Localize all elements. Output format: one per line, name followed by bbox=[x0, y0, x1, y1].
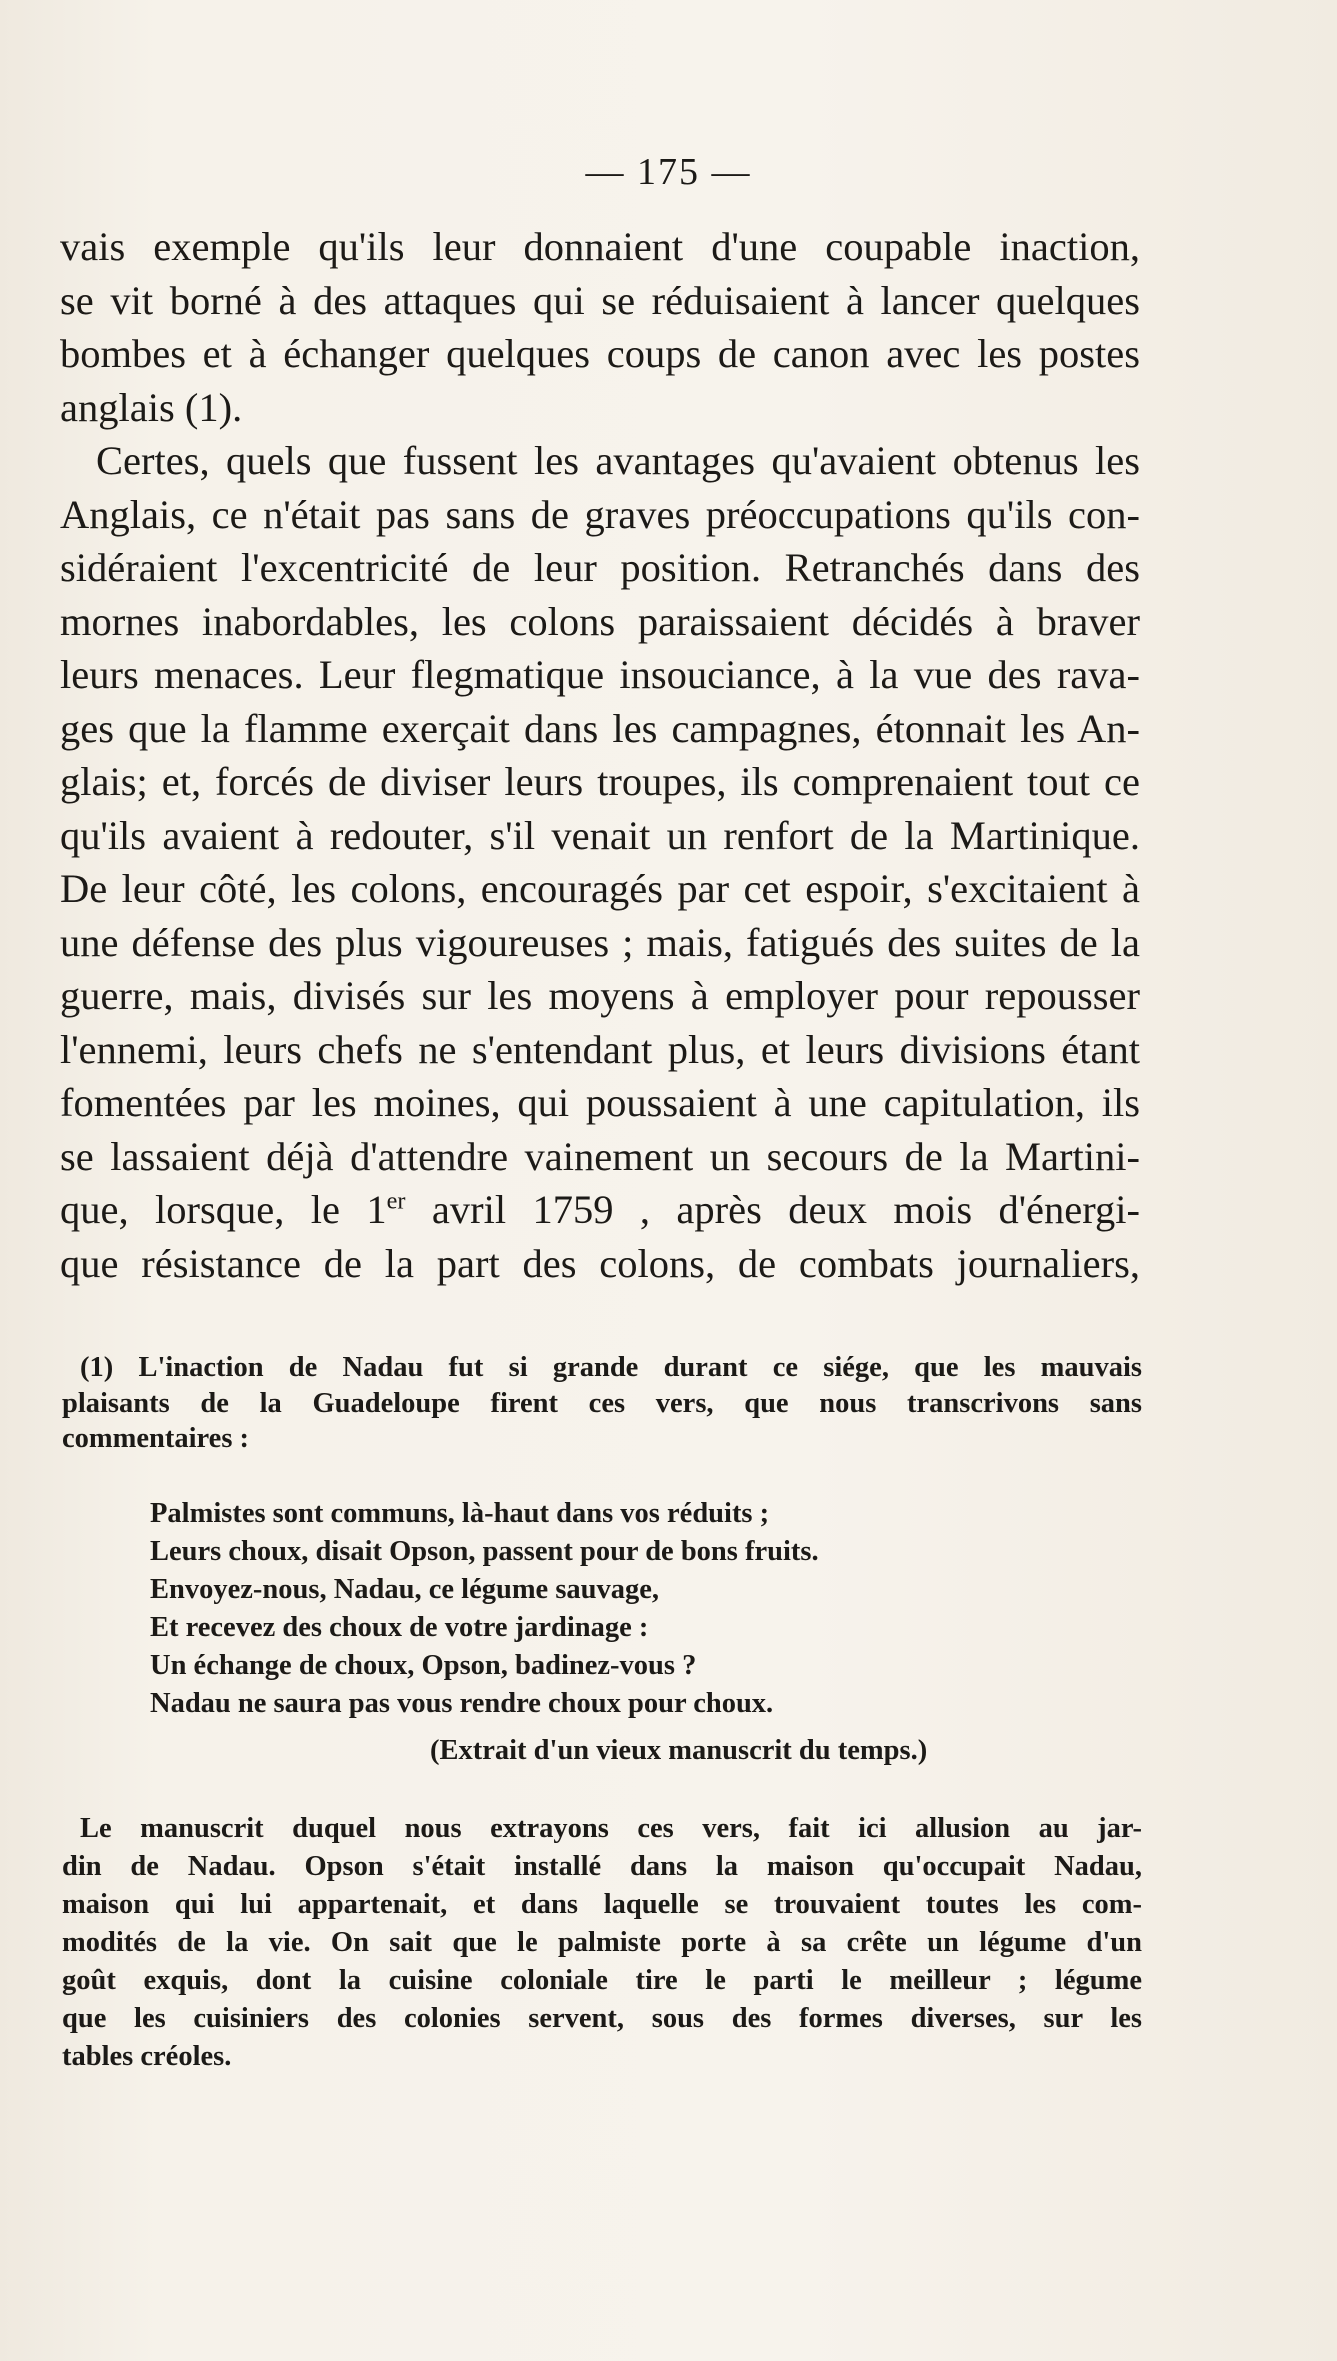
note-line: que les cuisiniers des colonies servent, sous des formes diverses, sur les bbox=[62, 2003, 1142, 2034]
body-line: guerre, mais, divisés sur les moyens à employer pour repousser bbox=[60, 973, 1140, 1018]
body-line: vais exemple qu'ils leur donnaient d'une coupable inaction, bbox=[60, 224, 1140, 269]
body-line-end: avril 1759 , après deux mois d'énergi- bbox=[405, 1187, 1140, 1232]
note-line: Le manuscrit duquel nous extrayons ces vers, fait ici allusion au jar- bbox=[80, 1813, 1142, 1844]
note-line: maison qui lui appartenait, et dans laquelle se trouvaient toutes les com- bbox=[62, 1889, 1142, 1920]
body-line: une défense des plus vigoureuses ; mais, fatigués des suites de la bbox=[60, 919, 1140, 965]
poem-line: Palmistes sont communs, là-haut dans vos réduits ; bbox=[150, 1498, 770, 1529]
main-text bbox=[60, 220, 1140, 1290]
body-line: sidéraient l'excentricité de leur position. Retranchés dans des bbox=[60, 545, 1140, 590]
footnote-line: commentaires : bbox=[62, 1423, 250, 1454]
poem-line: Et recevez des choux de votre jardinage : bbox=[150, 1612, 649, 1643]
note-line: goût exquis, dont la cuisine coloniale tire le parti le meilleur ; légume bbox=[62, 1965, 1142, 1996]
note-line: tables créoles. bbox=[62, 2041, 232, 2072]
body-line: se lassaient déjà d'attendre vainement un secours de la Martini- bbox=[60, 1133, 1140, 1179]
body-line: se vit borné à des attaques qui se réduisaient à lancer quelques bbox=[60, 277, 1140, 323]
body-line bbox=[60, 1183, 1140, 1237]
body-line: glais; et, forcés de diviser leurs troupes, ils comprenaient tout ce bbox=[60, 759, 1140, 804]
body-line-start: que, lorsque, le 1 bbox=[60, 1187, 387, 1232]
poem-source: (Extrait d'un vieux manuscrit du temps.) bbox=[430, 1735, 928, 1766]
poem bbox=[150, 1495, 1050, 1723]
body-line: leurs menaces. Leur flegmatique insouciance, à la vue des rava- bbox=[60, 652, 1140, 697]
footnote-continuation bbox=[62, 1810, 1142, 2076]
body-line: De leur côté, les colons, encouragés par cet espoir, s'excitaient à bbox=[60, 866, 1140, 911]
note-line: din de Nadau. Opson s'était installé dans la maison qu'occupait Nadau, bbox=[62, 1851, 1142, 1882]
poem-line: Nadau ne saura pas vous rendre choux pour choux. bbox=[150, 1688, 774, 1719]
body-line: fomentées par les moines, qui poussaient à une capitulation, ils bbox=[60, 1080, 1140, 1125]
note-line: modités de la vie. On sait que le palmiste porte à sa crête un légume d'un bbox=[62, 1927, 1142, 1958]
poem-line: Leurs choux, disait Opson, passent pour de bons fruits. bbox=[150, 1536, 819, 1567]
body-line: anglais (1). bbox=[60, 384, 243, 430]
body-line: Certes, quels que fussent les avantages qu'avaient obtenus les bbox=[96, 438, 1140, 483]
page-number: — 175 — bbox=[585, 151, 752, 193]
body-line: l'ennemi, leurs chefs ne s'entendant plus, et leurs divisions étant bbox=[60, 1026, 1140, 1072]
body-line: qu'ils avaient à redouter, s'il venait un renfort de la Martinique. bbox=[60, 812, 1140, 858]
body-line: Anglais, ce n'était pas sans de graves préoccupations qu'ils con- bbox=[60, 491, 1140, 537]
body-line: ges que la flamme exerçait dans les campagnes, étonnait les An- bbox=[60, 705, 1140, 751]
superscript-er: er bbox=[386, 1187, 406, 1215]
body-line: mornes inabordables, les colons paraissaient décidés à braver bbox=[60, 598, 1140, 644]
body-line: que résistance de la part des colons, de combats journaliers, bbox=[60, 1240, 1140, 1286]
footnote-line: (1) L'inaction de Nadau fut si grande durant ce siége, que les mauvais bbox=[80, 1352, 1142, 1383]
footnote bbox=[62, 1350, 1142, 1457]
footnote-line: plaisants de la Guadeloupe firent ces vers, que nous transcrivons sans bbox=[62, 1387, 1142, 1419]
poem-line: Envoyez-nous, Nadau, ce légume sauvage, bbox=[150, 1574, 660, 1605]
body-line: bombes et à échanger quelques coups de canon avec les postes bbox=[60, 331, 1140, 376]
poem-line: Un échange de choux, Opson, badinez-vous ? bbox=[150, 1650, 697, 1681]
